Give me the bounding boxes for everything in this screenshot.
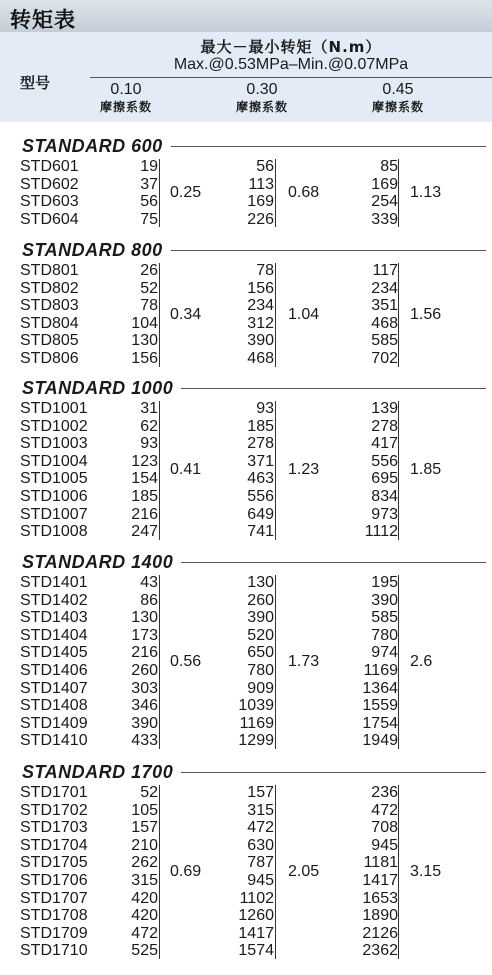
model-cell: STD805 [20, 332, 79, 350]
torque-cell-0-30: 315 [247, 801, 274, 819]
table-row [0, 418, 492, 436]
group-title: STANDARD 1400 [22, 552, 174, 572]
torque-cell-0-30: 371 [247, 452, 274, 470]
torque-cell-0-30: 93 [256, 400, 274, 417]
table-row [0, 715, 492, 733]
torque-cell-0-45: 390 [371, 591, 398, 609]
table-row [0, 488, 492, 506]
torque-cell-0-45: 236 [371, 784, 398, 801]
model-cell: STD1709 [20, 924, 88, 942]
pressure-value: 0.45 [382, 81, 414, 98]
torque-cell-0-30: 56 [256, 158, 274, 175]
torque-cell-0-30: 556 [247, 488, 274, 505]
torque-cell-0-10: 157 [131, 819, 158, 837]
torque-cell-0-45: 945 [371, 836, 398, 854]
model-cell: STD1008 [20, 523, 88, 541]
torque-cell-0-45: 2126 [362, 924, 398, 942]
model-cell: STD806 [20, 350, 79, 367]
model-cell: STD604 [20, 210, 79, 228]
torque-cell-0-10: 303 [131, 679, 158, 697]
torque-cell-0-30: 226 [247, 210, 274, 228]
model-cell: STD1006 [20, 488, 88, 505]
table-row [0, 592, 492, 610]
group-average-value: 1.23 [288, 461, 320, 479]
torque-header-subtitle: Max.@0.53MPa–Min.@0.07MPa [173, 56, 409, 73]
page-title: 转矩表 [10, 8, 76, 32]
torque-cell-0-10: 19 [140, 158, 158, 175]
model-cell: STD1701 [20, 784, 88, 801]
torque-cell-0-30: 787 [247, 854, 274, 872]
torque-cell-0-10: 525 [131, 942, 158, 960]
model-cell: STD1406 [20, 662, 88, 679]
torque-cell-0-45: 1364 [362, 679, 398, 697]
group-title-rule [181, 562, 486, 563]
table-row [0, 925, 492, 943]
torque-cell-0-30: 1169 [239, 714, 274, 732]
model-cell: STD1703 [20, 819, 88, 837]
column-divider [159, 785, 160, 959]
pressure-label: 摩擦系数 [235, 100, 288, 114]
model-cell: STD1710 [20, 942, 88, 960]
torque-cell-0-30: 1417 [238, 924, 274, 942]
torque-cell-0-10: 37 [140, 175, 158, 193]
table-row [0, 819, 492, 837]
table-row [0, 400, 492, 418]
torque-cell-0-10: 216 [131, 505, 158, 523]
pressure-value: 0.30 [246, 81, 278, 98]
model-cell: STD1003 [20, 435, 88, 453]
model-cell: STD1405 [20, 644, 88, 662]
torque-cell-0-30: 468 [247, 350, 274, 367]
model-cell: STD601 [20, 158, 79, 175]
model-cell: STD801 [20, 262, 79, 279]
table-row [0, 837, 492, 855]
model-cell: STD1410 [20, 732, 88, 750]
model-cell: STD1007 [20, 505, 88, 523]
group-average-value: 3.15 [410, 863, 442, 880]
table-header [0, 32, 492, 122]
column-divider [275, 159, 276, 227]
group-title-rule [181, 772, 486, 773]
column-divider [275, 785, 276, 959]
torque-cell-0-30: 113 [248, 175, 274, 193]
torque-cell-0-10: 315 [131, 872, 158, 889]
torque-cell-0-30: 1260 [238, 907, 274, 925]
table-row [0, 907, 492, 925]
column-divider [159, 401, 160, 540]
table-row [0, 574, 492, 592]
column-divider [275, 401, 276, 540]
torque-cell-0-45: 351 [371, 297, 398, 315]
torque-cell-0-10: 52 [140, 784, 158, 801]
torque-cell-0-45: 85 [380, 158, 398, 175]
group-average-value: 0.56 [170, 653, 202, 670]
torque-cell-0-30: 260 [247, 591, 274, 609]
torque-cell-0-45: 695 [371, 470, 398, 488]
group-title-rule [171, 250, 486, 251]
header-divider [90, 77, 492, 78]
torque-cell-0-10: 104 [131, 314, 158, 332]
torque-cell-0-10: 216 [131, 644, 158, 662]
group-average-value: 2.6 [410, 653, 433, 670]
model-cell: STD1403 [20, 609, 88, 627]
torque-cell-0-30: 312 [247, 314, 274, 332]
model-cell: STD1706 [20, 872, 88, 889]
torque-cell-0-30: 156 [247, 279, 274, 297]
column-divider [398, 263, 399, 367]
group-average-value: 2.05 [288, 863, 320, 880]
model-cell: STD602 [20, 175, 79, 193]
torque-cell-0-45: 585 [371, 332, 398, 350]
torque-cell-0-30: 741 [247, 523, 274, 541]
torque-cell-0-30: 1299 [238, 732, 274, 750]
model-cell: STD1404 [20, 626, 88, 644]
torque-cell-0-10: 420 [131, 907, 158, 925]
torque-cell-0-10: 56 [140, 193, 158, 211]
torque-cell-0-30: 909 [247, 679, 274, 697]
group-average-value: 1.56 [410, 305, 442, 323]
table-row [0, 627, 492, 645]
torque-cell-0-45: 417 [371, 435, 398, 453]
torque-cell-0-45: 472 [371, 801, 398, 819]
torque-cell-0-30: 234 [247, 297, 274, 315]
torque-cell-0-30: 780 [247, 662, 274, 679]
model-cell: STD1702 [20, 801, 88, 819]
model-cell: STD1004 [20, 452, 88, 470]
torque-cell-0-30: 945 [247, 872, 274, 889]
model-column-header: 型号 [20, 74, 51, 92]
table-row [0, 802, 492, 820]
torque-cell-0-45: 339 [371, 210, 398, 228]
table-row [0, 350, 492, 368]
model-cell: STD1402 [20, 591, 88, 609]
torque-cell-0-30: 169 [247, 193, 274, 211]
torque-cell-0-10: 420 [131, 889, 158, 907]
torque-cell-0-30: 78 [256, 262, 274, 279]
torque-cell-0-45: 1169 [363, 662, 398, 679]
torque-cell-0-10: 86 [140, 591, 158, 609]
torque-cell-0-45: 585 [371, 609, 398, 627]
torque-cell-0-10: 262 [131, 854, 158, 872]
table-row [0, 435, 492, 453]
table-row [0, 280, 492, 298]
torque-cell-0-30: 278 [247, 435, 274, 453]
torque-cell-0-10: 105 [131, 801, 158, 819]
model-cell: STD1705 [20, 854, 88, 872]
column-divider [159, 575, 160, 749]
group-average-value: 1.04 [288, 305, 320, 323]
torque-cell-0-45: 973 [371, 505, 398, 523]
table-row [0, 211, 492, 229]
torque-cell-0-10: 210 [131, 836, 158, 854]
group-title: STANDARD 600 [22, 136, 163, 156]
column-divider [159, 159, 160, 227]
torque-cell-0-10: 156 [131, 350, 158, 367]
table-row [0, 784, 492, 802]
model-cell: STD804 [20, 314, 79, 332]
torque-cell-0-10: 130 [131, 609, 158, 627]
group-average-value: 0.69 [170, 863, 202, 880]
torque-cell-0-45: 1112 [364, 523, 398, 541]
model-cell: STD1002 [20, 417, 88, 435]
pressure-column-2 [192, 81, 332, 115]
title-bar [0, 0, 492, 32]
torque-cell-0-10: 154 [131, 470, 158, 488]
torque-cell-0-10: 433 [131, 732, 158, 750]
group-average-value: 1.13 [410, 184, 442, 202]
group-average-value: 1.73 [288, 653, 320, 670]
torque-cell-0-45: 278 [371, 417, 398, 435]
model-cell: STD603 [20, 193, 79, 211]
model-cell: STD1408 [20, 697, 88, 715]
torque-cell-0-30: 520 [247, 626, 274, 644]
torque-cell-0-45: 254 [371, 193, 398, 211]
table-row [0, 697, 492, 715]
torque-cell-0-45: 1754 [362, 714, 398, 732]
torque-cell-0-10: 31 [140, 400, 158, 417]
torque-cell-0-45: 1949 [362, 732, 398, 750]
table-row [0, 732, 492, 750]
column-divider [398, 159, 399, 227]
torque-cell-0-10: 78 [140, 297, 158, 315]
torque-cell-0-45: 169 [371, 175, 398, 193]
group-title-rule [171, 146, 486, 147]
model-cell: STD1409 [20, 714, 88, 732]
group-title-rule [181, 388, 486, 389]
torque-cell-0-45: 468 [371, 314, 398, 332]
torque-cell-0-10: 346 [131, 697, 158, 715]
torque-cell-0-10: 93 [140, 435, 158, 453]
model-cell: STD1407 [20, 679, 88, 697]
model-cell: STD1401 [20, 574, 88, 591]
torque-cell-0-45: 139 [371, 400, 398, 417]
pressure-label: 摩擦系数 [371, 100, 424, 114]
model-cell: STD1707 [20, 889, 88, 907]
torque-cell-0-30: 1039 [238, 697, 274, 715]
group-average-value: 0.68 [288, 184, 320, 202]
table-row [0, 523, 492, 541]
torque-cell-0-30: 157 [247, 784, 274, 801]
column-divider [275, 575, 276, 749]
torque-cell-0-30: 390 [247, 609, 274, 627]
torque-cell-0-10: 52 [140, 279, 158, 297]
model-cell: STD802 [20, 279, 79, 297]
torque-cell-0-10: 43 [140, 574, 158, 591]
torque-cell-0-10: 247 [131, 523, 158, 541]
torque-cell-0-10: 390 [131, 714, 158, 732]
model-cell: STD1001 [20, 400, 88, 417]
torque-cell-0-30: 1102 [239, 889, 274, 907]
group-title: STANDARD 800 [22, 240, 163, 260]
group-average-value: 1.85 [410, 461, 442, 479]
pressure-label: 摩擦系数 [99, 100, 152, 114]
torque-cell-0-30: 1574 [238, 942, 274, 960]
torque-cell-0-30: 649 [247, 505, 274, 523]
torque-cell-0-45: 780 [371, 626, 398, 644]
table-row [0, 262, 492, 280]
group-average-value: 0.25 [170, 184, 202, 202]
torque-cell-0-45: 234 [371, 279, 398, 297]
torque-cell-0-10: 26 [140, 262, 158, 279]
torque-cell-0-45: 556 [371, 452, 398, 470]
torque-cell-0-45: 195 [371, 574, 398, 591]
torque-cell-0-10: 123 [131, 452, 158, 470]
pressure-column-1 [56, 81, 196, 115]
torque-cell-0-30: 630 [247, 836, 274, 854]
torque-cell-0-45: 2362 [362, 942, 398, 960]
table-row [0, 680, 492, 698]
model-cell: STD1708 [20, 907, 88, 925]
model-cell: STD1704 [20, 836, 88, 854]
column-divider [275, 263, 276, 367]
table-row [0, 942, 492, 960]
torque-cell-0-45: 974 [371, 644, 398, 662]
torque-cell-0-10: 472 [131, 924, 158, 942]
torque-cell-0-45: 1653 [362, 889, 398, 907]
torque-cell-0-10: 260 [131, 662, 158, 679]
torque-cell-0-30: 472 [247, 819, 274, 837]
torque-cell-0-10: 173 [131, 626, 158, 644]
torque-cell-0-30: 185 [247, 417, 274, 435]
torque-cell-0-45: 117 [372, 262, 398, 279]
group-average-value: 0.41 [170, 461, 202, 479]
torque-cell-0-10: 62 [140, 417, 158, 435]
column-divider [398, 575, 399, 749]
torque-cell-0-45: 834 [371, 488, 398, 505]
torque-cell-0-45: 1417 [362, 872, 398, 889]
table-row [0, 890, 492, 908]
torque-cell-0-45: 708 [371, 819, 398, 837]
table-row [0, 609, 492, 627]
group-average-value: 0.34 [170, 305, 202, 323]
torque-cell-0-10: 185 [131, 488, 158, 505]
group-title: STANDARD 1700 [22, 762, 174, 782]
column-divider [398, 785, 399, 959]
table-row [0, 506, 492, 524]
torque-cell-0-10: 130 [131, 332, 158, 350]
table-row [0, 158, 492, 176]
torque-header-title: 最大－最小转矩（N.m） [200, 38, 382, 56]
pressure-column-3 [328, 81, 468, 115]
torque-cell-0-45: 702 [371, 350, 398, 367]
column-divider [159, 263, 160, 367]
group-title: STANDARD 1000 [22, 378, 174, 398]
torque-cell-0-10: 75 [140, 210, 158, 228]
table-row [0, 332, 492, 350]
pressure-value: 0.10 [110, 81, 142, 98]
torque-cell-0-45: 1559 [362, 697, 398, 715]
model-cell: STD1005 [20, 470, 88, 488]
model-cell: STD803 [20, 297, 79, 315]
column-divider [398, 401, 399, 540]
torque-cell-0-30: 130 [247, 574, 274, 591]
torque-cell-0-30: 390 [247, 332, 274, 350]
torque-cell-0-30: 650 [247, 644, 274, 662]
torque-cell-0-30: 463 [247, 470, 274, 488]
torque-cell-0-45: 1181 [363, 854, 398, 872]
torque-cell-0-45: 1890 [362, 907, 398, 925]
